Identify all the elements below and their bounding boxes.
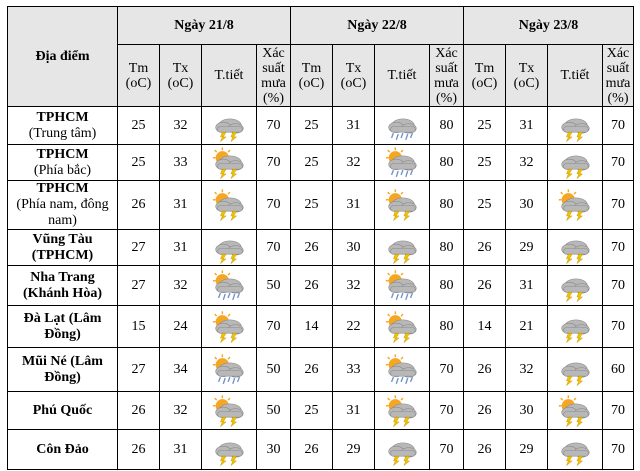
- rain-chance-value: 70: [257, 145, 291, 181]
- rain-chance-value: 70: [603, 230, 634, 266]
- rain-chance-value: 70: [257, 230, 291, 266]
- rain-icon: [383, 109, 421, 143]
- sun-thunderstorm-icon: [210, 188, 248, 222]
- location-name: Đà Lạt (Lâm: [23, 310, 102, 326]
- sun-thunderstorm-icon: [556, 394, 594, 428]
- weather-cell: [548, 145, 603, 181]
- tx-header: Tx (oC): [333, 45, 375, 107]
- rain-chance-header: Xác suất mưa (%): [603, 45, 634, 107]
- weather-cell: [202, 145, 257, 181]
- location-cell: [8, 266, 118, 306]
- tx-header: Tx (oC): [160, 45, 202, 107]
- location-sub: Đồng): [44, 326, 81, 342]
- weather-cell: [548, 392, 603, 430]
- weather-cell: [202, 430, 257, 470]
- weather-cell: [375, 230, 430, 266]
- weather-cell: [375, 306, 430, 348]
- sun-rain-icon: [383, 353, 421, 387]
- rain-chance-value: 70: [603, 107, 634, 145]
- sun-thunderstorm-icon: [383, 188, 421, 222]
- tx-value: 32: [333, 145, 375, 181]
- location-sub: (Khánh Hòa): [23, 285, 102, 301]
- thunderstorm-icon: [210, 109, 248, 143]
- weather-cell: [202, 181, 257, 230]
- weather-cell: [375, 181, 430, 230]
- tm-value: 14: [291, 306, 333, 348]
- weather-cell: [548, 230, 603, 266]
- tm-value: 26: [291, 266, 333, 306]
- thunderstorm-icon: [556, 433, 594, 467]
- rain-chance-value: 70: [257, 306, 291, 348]
- day-header-1: Ngày 21/8: [118, 7, 291, 45]
- rain-chance-value: 70: [257, 107, 291, 145]
- tx-value: 31: [333, 181, 375, 230]
- tm-value: 25: [291, 181, 333, 230]
- tm-value: 26: [291, 348, 333, 392]
- weather-cell: [375, 430, 430, 470]
- tm-value: 14: [464, 306, 506, 348]
- rain-chance-value: 50: [257, 348, 291, 392]
- tx-value: 32: [506, 348, 548, 392]
- weather-cell: [375, 145, 430, 181]
- tx-value: 29: [506, 230, 548, 266]
- tm-value: 25: [118, 145, 160, 181]
- tm-value: 25: [464, 107, 506, 145]
- day-header-3: Ngày 23/8: [464, 7, 634, 45]
- sun-rain-icon: [383, 146, 421, 180]
- sun-thunderstorm-icon: [210, 394, 248, 428]
- rain-chance-value: 70: [603, 430, 634, 470]
- weather-cell: [375, 107, 430, 145]
- tx-value: 31: [333, 107, 375, 145]
- rain-chance-value: 50: [257, 266, 291, 306]
- tm-header: Tm (oC): [291, 45, 333, 107]
- table-row: [8, 348, 634, 392]
- tx-value: 31: [160, 181, 202, 230]
- location-sub: (Phía nam, đông nam): [16, 197, 109, 228]
- rain-chance-value: 70: [430, 392, 464, 430]
- rain-chance-header: Xác suất mưa (%): [257, 45, 291, 107]
- table-row: [8, 392, 634, 430]
- location-name: Mũi Né (Lâm: [22, 353, 103, 369]
- location-name: Phú Quốc: [32, 402, 93, 418]
- tm-value: 26: [118, 392, 160, 430]
- tx-value: 31: [160, 430, 202, 470]
- weather-cell: [375, 392, 430, 430]
- weather-cell: [548, 181, 603, 230]
- tx-value: 32: [160, 107, 202, 145]
- weather-cell: [548, 430, 603, 470]
- rain-chance-value: 70: [603, 306, 634, 348]
- thunderstorm-icon: [556, 231, 594, 265]
- weather-cell: [202, 230, 257, 266]
- location-cell: [8, 430, 118, 470]
- rain-chance-value: 70: [603, 145, 634, 181]
- tx-value: 31: [506, 266, 548, 306]
- tm-value: 25: [464, 145, 506, 181]
- thunderstorm-icon: [383, 231, 421, 265]
- weather-header: T.tiết: [202, 45, 257, 107]
- tm-value: 25: [291, 145, 333, 181]
- tm-value: 25: [464, 181, 506, 230]
- tx-value: 33: [160, 145, 202, 181]
- tm-value: 15: [118, 306, 160, 348]
- rain-chance-value: 70: [430, 348, 464, 392]
- tx-value: 32: [333, 266, 375, 306]
- thunderstorm-icon: [556, 353, 594, 387]
- tx-value: 33: [333, 348, 375, 392]
- rain-chance-value: 70: [603, 392, 634, 430]
- table-row: [8, 430, 634, 470]
- tx-value: 29: [506, 430, 548, 470]
- thunderstorm-icon: [556, 310, 594, 344]
- tm-value: 27: [118, 348, 160, 392]
- tx-value: 31: [160, 230, 202, 266]
- tm-value: 25: [118, 107, 160, 145]
- weather-cell: [202, 348, 257, 392]
- sun-rain-icon: [383, 269, 421, 303]
- sun-thunderstorm-icon: [210, 146, 248, 180]
- location-sub: (Trung tâm): [28, 125, 97, 141]
- rain-chance-value: 60: [603, 348, 634, 392]
- rain-chance-value: 80: [430, 266, 464, 306]
- tx-value: 30: [506, 392, 548, 430]
- sun-thunderstorm-icon: [556, 188, 594, 222]
- thunderstorm-icon: [383, 433, 421, 467]
- thunderstorm-icon: [556, 146, 594, 180]
- rain-chance-value: 80: [430, 107, 464, 145]
- location-cell: [8, 107, 118, 145]
- rain-chance-value: 70: [603, 181, 634, 230]
- weather-cell: [202, 266, 257, 306]
- table-row: [8, 145, 634, 181]
- weather-cell: [375, 348, 430, 392]
- weather-header: T.tiết: [375, 45, 430, 107]
- tm-value: 26: [118, 430, 160, 470]
- rain-chance-value: 50: [257, 392, 291, 430]
- tm-value: 27: [118, 266, 160, 306]
- tm-value: 26: [464, 348, 506, 392]
- tm-value: 26: [291, 430, 333, 470]
- location-name: TPHCM: [36, 181, 89, 196]
- tm-header: Tm (oC): [118, 45, 160, 107]
- tx-value: 32: [506, 145, 548, 181]
- tm-value: 25: [291, 392, 333, 430]
- table-row: [8, 230, 634, 266]
- rain-chance-value: 70: [430, 430, 464, 470]
- tm-value: 26: [291, 230, 333, 266]
- location-name: Vũng Tàu: [32, 231, 93, 247]
- weather-cell: [548, 306, 603, 348]
- rain-chance-value: 70: [603, 266, 634, 306]
- sun-rain-icon: [210, 269, 248, 303]
- thunderstorm-icon: [556, 269, 594, 303]
- rain-chance-value: 80: [430, 181, 464, 230]
- sun-rain-icon: [210, 353, 248, 387]
- tm-header: Tm (oC): [464, 45, 506, 107]
- table-row: [8, 181, 634, 230]
- tx-value: 32: [160, 392, 202, 430]
- location-name: Côn Đảo: [36, 441, 89, 457]
- location-sub: (TPHCM): [31, 247, 94, 263]
- tx-value: 21: [506, 306, 548, 348]
- tm-value: 26: [464, 392, 506, 430]
- tm-value: 25: [291, 107, 333, 145]
- tx-value: 30: [333, 230, 375, 266]
- tm-value: 27: [118, 230, 160, 266]
- tx-value: 31: [333, 392, 375, 430]
- thunderstorm-icon: [210, 433, 248, 467]
- tm-value: 26: [464, 266, 506, 306]
- sun-thunderstorm-icon: [383, 310, 421, 344]
- location-header: Địa điểm: [8, 7, 118, 107]
- tm-value: 26: [118, 181, 160, 230]
- location-cell: [8, 230, 118, 266]
- rain-chance-header: Xác suất mưa (%): [430, 45, 464, 107]
- rain-chance-value: 80: [430, 145, 464, 181]
- sun-thunderstorm-icon: [383, 394, 421, 428]
- weather-cell: [202, 306, 257, 348]
- weather-cell: [202, 392, 257, 430]
- rain-chance-value: 30: [257, 430, 291, 470]
- weather-cell: [202, 107, 257, 145]
- tm-value: 26: [464, 230, 506, 266]
- weather-cell: [548, 107, 603, 145]
- forecast-table: [7, 6, 634, 470]
- tx-value: 31: [506, 107, 548, 145]
- weather-cell: [375, 266, 430, 306]
- thunderstorm-icon: [556, 109, 594, 143]
- day-header-2: Ngày 22/8: [291, 7, 464, 45]
- tx-header: Tx (oC): [506, 45, 548, 107]
- location-sub: Đồng): [44, 369, 81, 385]
- location-sub: (Phía bắc): [33, 162, 92, 178]
- rain-chance-value: 80: [430, 306, 464, 348]
- weather-cell: [548, 348, 603, 392]
- location-cell: [8, 348, 118, 392]
- tx-value: 32: [160, 266, 202, 306]
- weather-header: T.tiết: [548, 45, 603, 107]
- rain-chance-value: 70: [257, 181, 291, 230]
- location-cell: [8, 392, 118, 430]
- location-cell: [8, 181, 118, 230]
- location-name: TPHCM: [36, 109, 89, 125]
- thunderstorm-icon: [210, 231, 248, 265]
- location-cell: [8, 145, 118, 181]
- tx-value: 29: [333, 430, 375, 470]
- weather-cell: [548, 266, 603, 306]
- tx-value: 30: [506, 181, 548, 230]
- location-cell: [8, 306, 118, 348]
- tm-value: 26: [464, 430, 506, 470]
- location-name: TPHCM: [36, 146, 89, 162]
- table-row: [8, 306, 634, 348]
- location-name: Nha Trang: [30, 269, 95, 285]
- tx-value: 24: [160, 306, 202, 348]
- tx-value: 34: [160, 348, 202, 392]
- tx-value: 22: [333, 306, 375, 348]
- sun-thunderstorm-icon: [210, 310, 248, 344]
- rain-chance-value: 80: [430, 230, 464, 266]
- table-row: [8, 107, 634, 145]
- table-row: [8, 266, 634, 306]
